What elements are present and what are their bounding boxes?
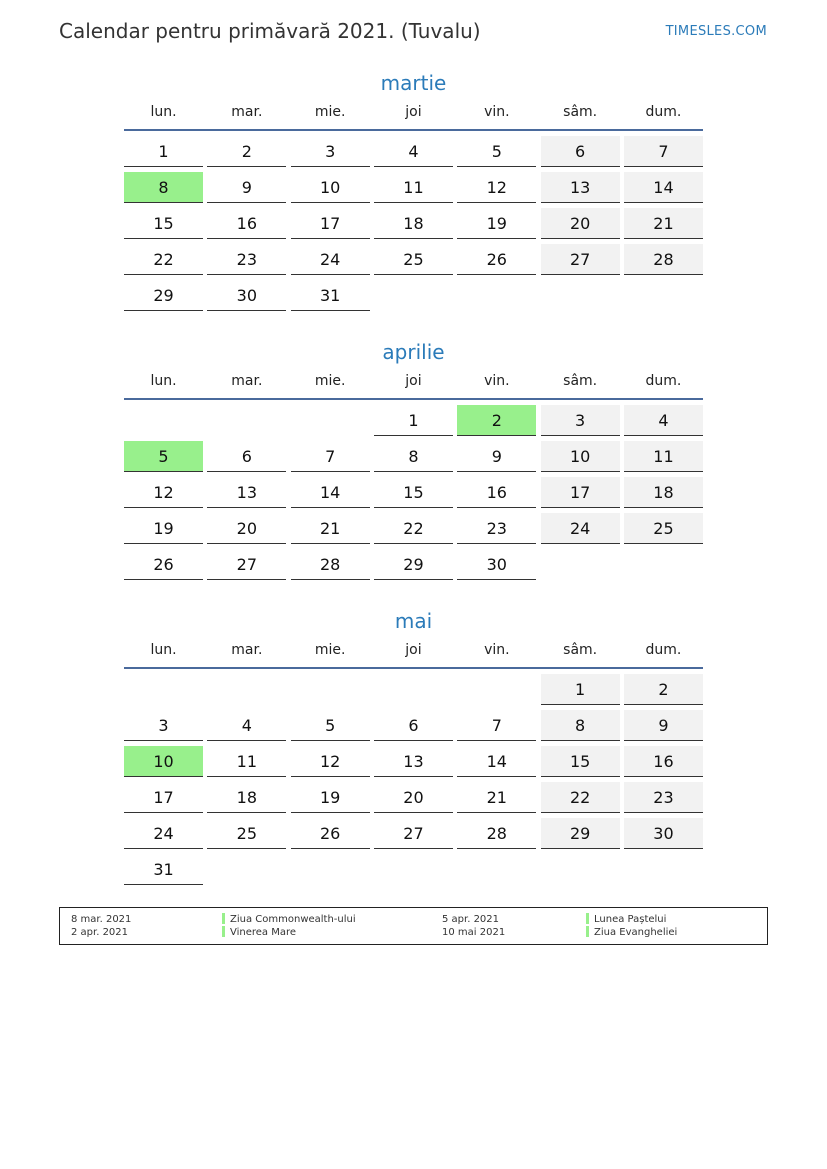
day-cell: 3 xyxy=(541,405,620,436)
day-cell: 7 xyxy=(291,441,370,472)
legend-date: 5 apr. 2021 xyxy=(442,914,500,925)
day-cell: 6 xyxy=(374,710,453,741)
legend-item xyxy=(222,913,356,926)
weekday-label: sâm. xyxy=(563,642,598,658)
day-cell: 30 xyxy=(624,818,703,849)
day-cell: 8 xyxy=(541,710,620,741)
day-cell: 17 xyxy=(291,208,370,239)
day-cell: 26 xyxy=(457,244,536,275)
day-cell: 9 xyxy=(457,441,536,472)
day-cell: 14 xyxy=(291,477,370,508)
weekday-label: sâm. xyxy=(563,373,598,389)
day-cell: 27 xyxy=(207,549,286,580)
day-cell: 9 xyxy=(624,710,703,741)
weekday-label: sâm. xyxy=(563,104,598,120)
weekday-label: lun. xyxy=(150,104,177,120)
holiday-marker-icon xyxy=(222,913,225,924)
day-cell: 1 xyxy=(374,405,453,436)
weekday-label: joi xyxy=(405,373,422,389)
day-cell: 14 xyxy=(457,746,536,777)
day-cell: 28 xyxy=(457,818,536,849)
weekday-label: mie. xyxy=(314,642,346,658)
empty-cell xyxy=(457,674,536,704)
day-cell: 17 xyxy=(124,782,203,813)
weekday-label: mie. xyxy=(314,104,346,120)
month-block xyxy=(124,69,703,311)
day-cell: 7 xyxy=(624,136,703,167)
weekday-label: lun. xyxy=(150,373,177,389)
day-cell: 11 xyxy=(207,746,286,777)
weekday-header xyxy=(124,372,703,398)
day-cell: 27 xyxy=(541,244,620,275)
weekday-header xyxy=(124,103,703,129)
day-grid xyxy=(124,136,703,311)
legend-name: Vinerea Mare xyxy=(230,927,297,938)
day-cell: 1 xyxy=(124,136,203,167)
weekday-label: mar. xyxy=(231,373,263,389)
day-cell: 8 xyxy=(374,441,453,472)
holiday-day-cell: 2 xyxy=(457,405,536,436)
day-cell: 11 xyxy=(624,441,703,472)
header-divider xyxy=(124,667,703,669)
day-cell: 16 xyxy=(457,477,536,508)
weekday-label: dum. xyxy=(645,373,682,389)
legend-item xyxy=(586,926,677,939)
day-cell: 9 xyxy=(207,172,286,203)
month-name: mai xyxy=(394,609,433,633)
day-cell: 20 xyxy=(541,208,620,239)
empty-cell xyxy=(291,405,370,435)
header-divider xyxy=(124,129,703,131)
weekday-label: mie. xyxy=(314,373,346,389)
day-cell: 20 xyxy=(374,782,453,813)
brand-link[interactable]: TIMESLES.COM xyxy=(665,24,767,39)
holiday-day-cell: 5 xyxy=(124,441,203,472)
header-divider xyxy=(124,398,703,400)
day-cell: 15 xyxy=(541,746,620,777)
day-cell: 26 xyxy=(291,818,370,849)
day-cell: 25 xyxy=(374,244,453,275)
day-cell: 15 xyxy=(374,477,453,508)
day-cell: 28 xyxy=(624,244,703,275)
day-cell: 16 xyxy=(624,746,703,777)
day-cell: 18 xyxy=(374,208,453,239)
day-cell: 21 xyxy=(291,513,370,544)
day-cell: 4 xyxy=(374,136,453,167)
day-cell: 18 xyxy=(207,782,286,813)
day-cell: 24 xyxy=(541,513,620,544)
day-cell: 5 xyxy=(291,710,370,741)
legend-name: Lunea Paștelui xyxy=(594,914,667,925)
weekday-label: lun. xyxy=(150,642,177,658)
weekday-label: dum. xyxy=(645,642,682,658)
day-cell: 13 xyxy=(207,477,286,508)
day-cell: 21 xyxy=(457,782,536,813)
empty-cell xyxy=(124,405,203,435)
day-cell: 11 xyxy=(374,172,453,203)
day-cell: 30 xyxy=(207,280,286,311)
day-cell: 30 xyxy=(457,549,536,580)
day-cell: 25 xyxy=(624,513,703,544)
day-cell: 31 xyxy=(291,280,370,311)
day-cell: 2 xyxy=(207,136,286,167)
day-cell: 6 xyxy=(541,136,620,167)
day-cell: 24 xyxy=(291,244,370,275)
day-cell: 31 xyxy=(124,854,203,885)
day-cell: 22 xyxy=(374,513,453,544)
day-cell: 29 xyxy=(124,280,203,311)
holiday-marker-icon xyxy=(586,913,589,924)
day-cell: 16 xyxy=(207,208,286,239)
empty-cell xyxy=(124,674,203,704)
day-grid xyxy=(124,405,703,580)
weekday-label: vin. xyxy=(484,642,510,658)
day-cell: 19 xyxy=(291,782,370,813)
day-cell: 29 xyxy=(374,549,453,580)
weekday-label: joi xyxy=(405,104,422,120)
weekday-label: joi xyxy=(405,642,422,658)
legend-date: 2 apr. 2021 xyxy=(71,927,129,938)
legend-name: Ziua Evangheliei xyxy=(594,927,678,938)
day-cell: 19 xyxy=(124,513,203,544)
empty-cell xyxy=(291,674,370,704)
holiday-marker-icon xyxy=(586,926,589,937)
day-cell: 5 xyxy=(457,136,536,167)
month-name: martie xyxy=(380,71,447,95)
holiday-legend xyxy=(59,907,768,945)
month-block xyxy=(124,338,703,580)
day-cell: 14 xyxy=(624,172,703,203)
day-cell: 4 xyxy=(624,405,703,436)
day-cell: 12 xyxy=(124,477,203,508)
day-cell: 15 xyxy=(124,208,203,239)
day-cell: 1 xyxy=(541,674,620,705)
holiday-day-cell: 8 xyxy=(124,172,203,203)
empty-cell xyxy=(207,674,286,704)
weekday-label: dum. xyxy=(645,104,682,120)
day-cell: 12 xyxy=(457,172,536,203)
legend-item xyxy=(222,926,296,939)
day-cell: 27 xyxy=(374,818,453,849)
day-cell: 13 xyxy=(374,746,453,777)
month-block xyxy=(124,607,703,885)
day-cell: 20 xyxy=(207,513,286,544)
day-cell: 22 xyxy=(541,782,620,813)
weekday-header xyxy=(124,641,703,667)
day-cell: 26 xyxy=(124,549,203,580)
weekday-label: vin. xyxy=(484,104,510,120)
day-cell: 4 xyxy=(207,710,286,741)
empty-cell xyxy=(374,674,453,704)
day-cell: 3 xyxy=(291,136,370,167)
weekday-label: mar. xyxy=(231,642,263,658)
day-cell: 6 xyxy=(207,441,286,472)
day-grid xyxy=(124,674,703,885)
empty-cell xyxy=(207,405,286,435)
day-cell: 18 xyxy=(624,477,703,508)
legend-date: 10 mai 2021 xyxy=(442,927,506,938)
day-cell: 22 xyxy=(124,244,203,275)
month-name: aprilie xyxy=(382,340,445,364)
legend-name: Ziua Commonwealth-ului xyxy=(230,914,356,925)
day-cell: 12 xyxy=(291,746,370,777)
holiday-day-cell: 10 xyxy=(124,746,203,777)
page-title: Calendar pentru primăvară 2021. (Tuvalu) xyxy=(59,19,481,43)
holiday-marker-icon xyxy=(222,926,225,937)
day-cell: 23 xyxy=(624,782,703,813)
day-cell: 23 xyxy=(207,244,286,275)
day-cell: 17 xyxy=(541,477,620,508)
weekday-label: mar. xyxy=(231,104,263,120)
day-cell: 10 xyxy=(291,172,370,203)
day-cell: 19 xyxy=(457,208,536,239)
legend-date: 8 mar. 2021 xyxy=(71,914,132,925)
weekday-label: vin. xyxy=(484,373,510,389)
day-cell: 23 xyxy=(457,513,536,544)
day-cell: 13 xyxy=(541,172,620,203)
legend-item xyxy=(586,913,666,926)
day-cell: 3 xyxy=(124,710,203,741)
day-cell: 7 xyxy=(457,710,536,741)
day-cell: 2 xyxy=(624,674,703,705)
day-cell: 29 xyxy=(541,818,620,849)
day-cell: 21 xyxy=(624,208,703,239)
day-cell: 25 xyxy=(207,818,286,849)
day-cell: 10 xyxy=(541,441,620,472)
day-cell: 24 xyxy=(124,818,203,849)
day-cell: 28 xyxy=(291,549,370,580)
